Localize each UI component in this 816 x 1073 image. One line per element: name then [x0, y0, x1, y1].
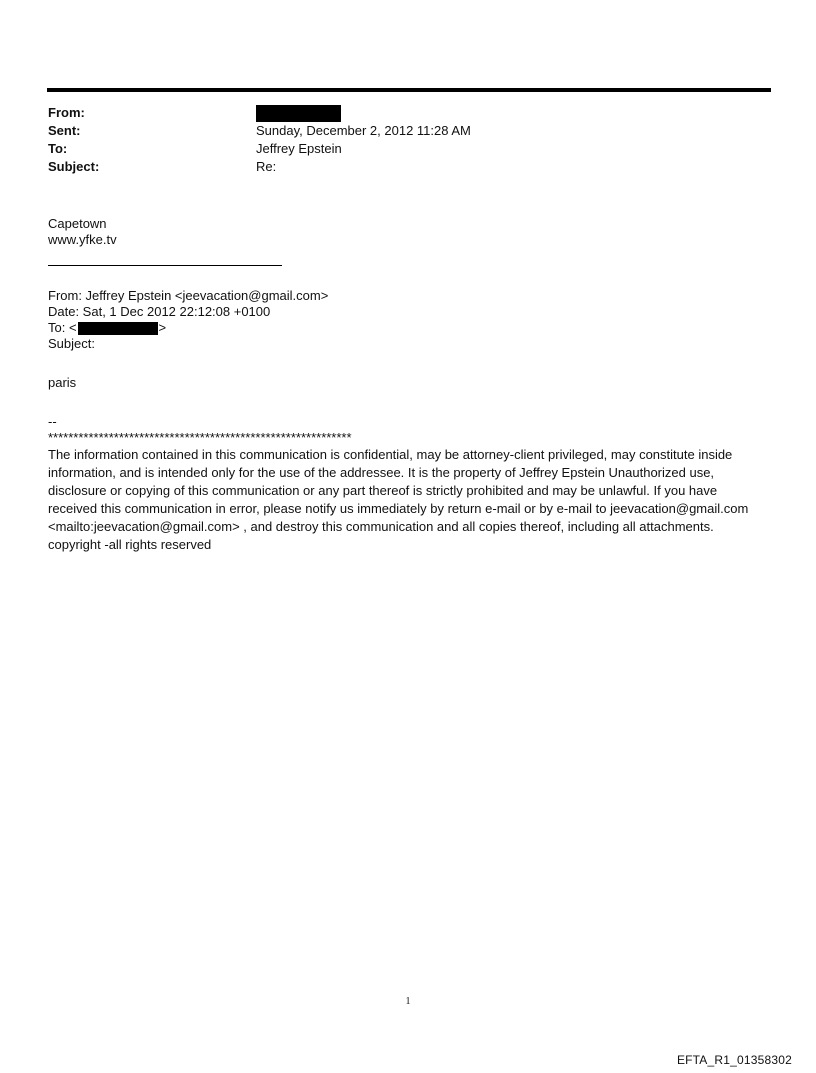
from-row	[48, 104, 748, 122]
quoted-date: Date: Sat, 1 Dec 2012 22:12:08 +0100	[48, 304, 271, 319]
to-row	[48, 140, 748, 158]
signature	[48, 216, 764, 248]
footer-dashes: --	[48, 414, 57, 429]
quoted-message: paris	[48, 375, 77, 390]
email-header	[48, 104, 748, 176]
redacted-recipient	[78, 322, 158, 335]
top-rule	[47, 88, 771, 92]
sent-row	[48, 122, 748, 140]
quote-separator	[48, 265, 282, 266]
quoted-header	[48, 288, 764, 352]
disclaimer-text: The information contained in this communication is confidential, may be attorney-client privileged, may constitute inside information, and is intended only for the use of the addressee. It is the property of Jeffrey Epstein Unauthorized use, disclosure or copying of this communication or any part thereof is strictly prohibited and may be unlawful. If you have received this communication in error, please notify us immediately by return e-mail or by e-mail to jeevacation@gmail.com <mailto:jeevacation@gmail.com> , and destroy this communication and all copies thereof, including all attachments. copyright -all rights reserved	[48, 447, 749, 552]
quoted-to	[48, 320, 764, 336]
signature-line-1: Capetown	[48, 216, 107, 231]
to-label: To:	[48, 141, 68, 156]
quoted-from: From: Jeffrey Epstein <jeevacation@gmail.com>	[48, 288, 329, 303]
signature-line-2: www.yfke.tv	[48, 232, 117, 247]
subject-row	[48, 158, 748, 176]
to-value: Jeffrey Epstein	[256, 141, 342, 156]
quoted-to-prefix: To: <	[48, 320, 77, 335]
sent-value: Sunday, December 2, 2012 11:28 AM	[256, 123, 471, 138]
confidentiality-footer	[48, 414, 764, 554]
footer-asterisks: ************************************************************	[48, 430, 352, 445]
quoted-to-suffix: >	[158, 320, 167, 335]
subject-label: Subject:	[48, 159, 100, 174]
quoted-subject: Subject:	[48, 336, 95, 351]
sent-label: Sent:	[48, 123, 81, 138]
from-label: From:	[48, 105, 85, 120]
subject-value: Re:	[256, 159, 277, 174]
page-number: 1	[405, 996, 411, 1007]
redacted-sender	[256, 105, 341, 122]
document-id: EFTA_R1_01358302	[676, 1053, 792, 1067]
